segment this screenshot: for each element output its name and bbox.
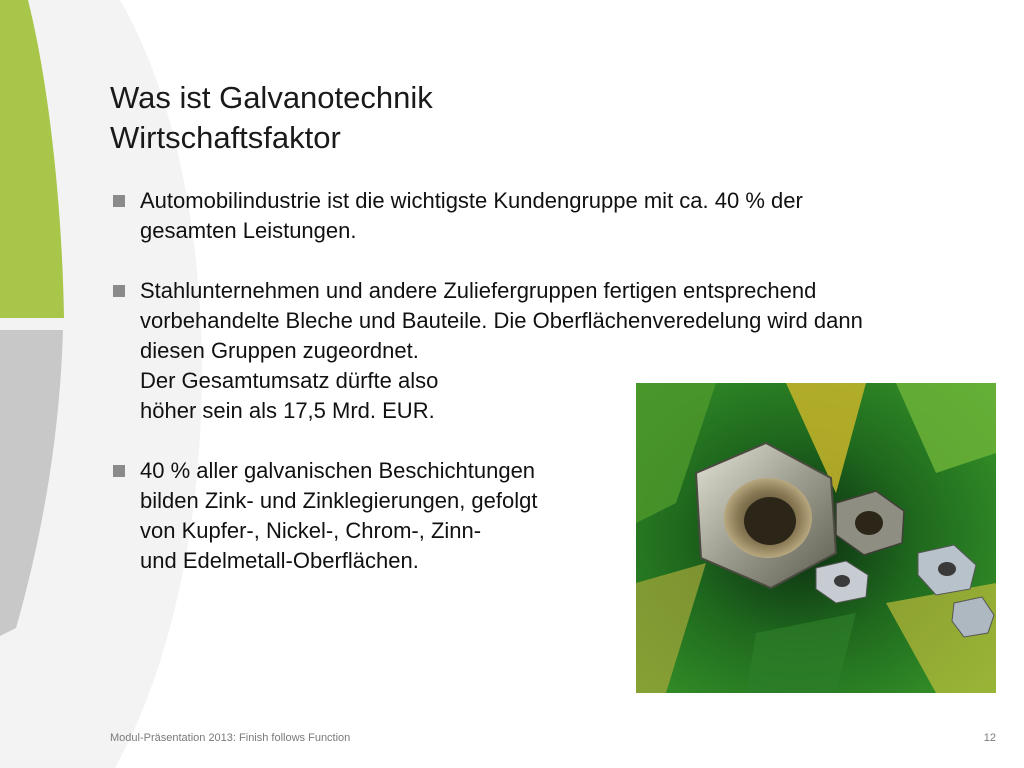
square-bullet-icon <box>113 465 125 477</box>
bullet-2-line-1: Stahlunternehmen und andere Zuliefergruppen fertigen entsprechend <box>140 278 817 303</box>
bullet-3-line-2: bilden Zink- und Zinklegierungen, gefolgt <box>140 488 538 513</box>
bullet-1-line-2: gesamten Leistungen. <box>140 218 357 243</box>
footer-text: Modul-Präsentation 2013: Finish follows Function <box>110 732 351 744</box>
bullet-2-line-3: diesen Gruppen zugeordnet. <box>140 338 419 363</box>
slide-title-line-1: Was ist Galvanotechnik <box>110 80 433 115</box>
bullet-3-line-1: 40 % aller galvanischen Beschichtungen <box>140 458 536 483</box>
metal-nuts-photo <box>636 383 996 693</box>
square-bullet-icon <box>113 285 125 297</box>
slide-title <box>110 78 433 158</box>
bullet-2-line-2: vorbehandelte Bleche und Bauteile. Die Oberflächenveredelung wird dann <box>140 308 863 333</box>
spacer <box>110 246 990 276</box>
slide-title-line-2: Wirtschaftsfaktor <box>110 120 341 155</box>
page-number: 12 <box>983 732 996 744</box>
bullet-2-line-5: höher sein als 17,5 Mrd. EUR. <box>140 398 435 423</box>
bullet-2-line-4: Der Gesamtumsatz dürfte also <box>140 368 439 393</box>
bullet-3-line-4: und Edelmetall-Oberflächen. <box>140 548 419 573</box>
bullet-3-line-3: von Kupfer-, Nickel-, Chrom-, Zinn- <box>140 518 482 543</box>
square-bullet-icon <box>113 195 125 207</box>
bullet-item-1 <box>110 186 990 246</box>
bullet-1-line-1: Automobilindustrie ist die wichtigste Kundengruppe mit ca. 40 % der <box>140 188 803 213</box>
